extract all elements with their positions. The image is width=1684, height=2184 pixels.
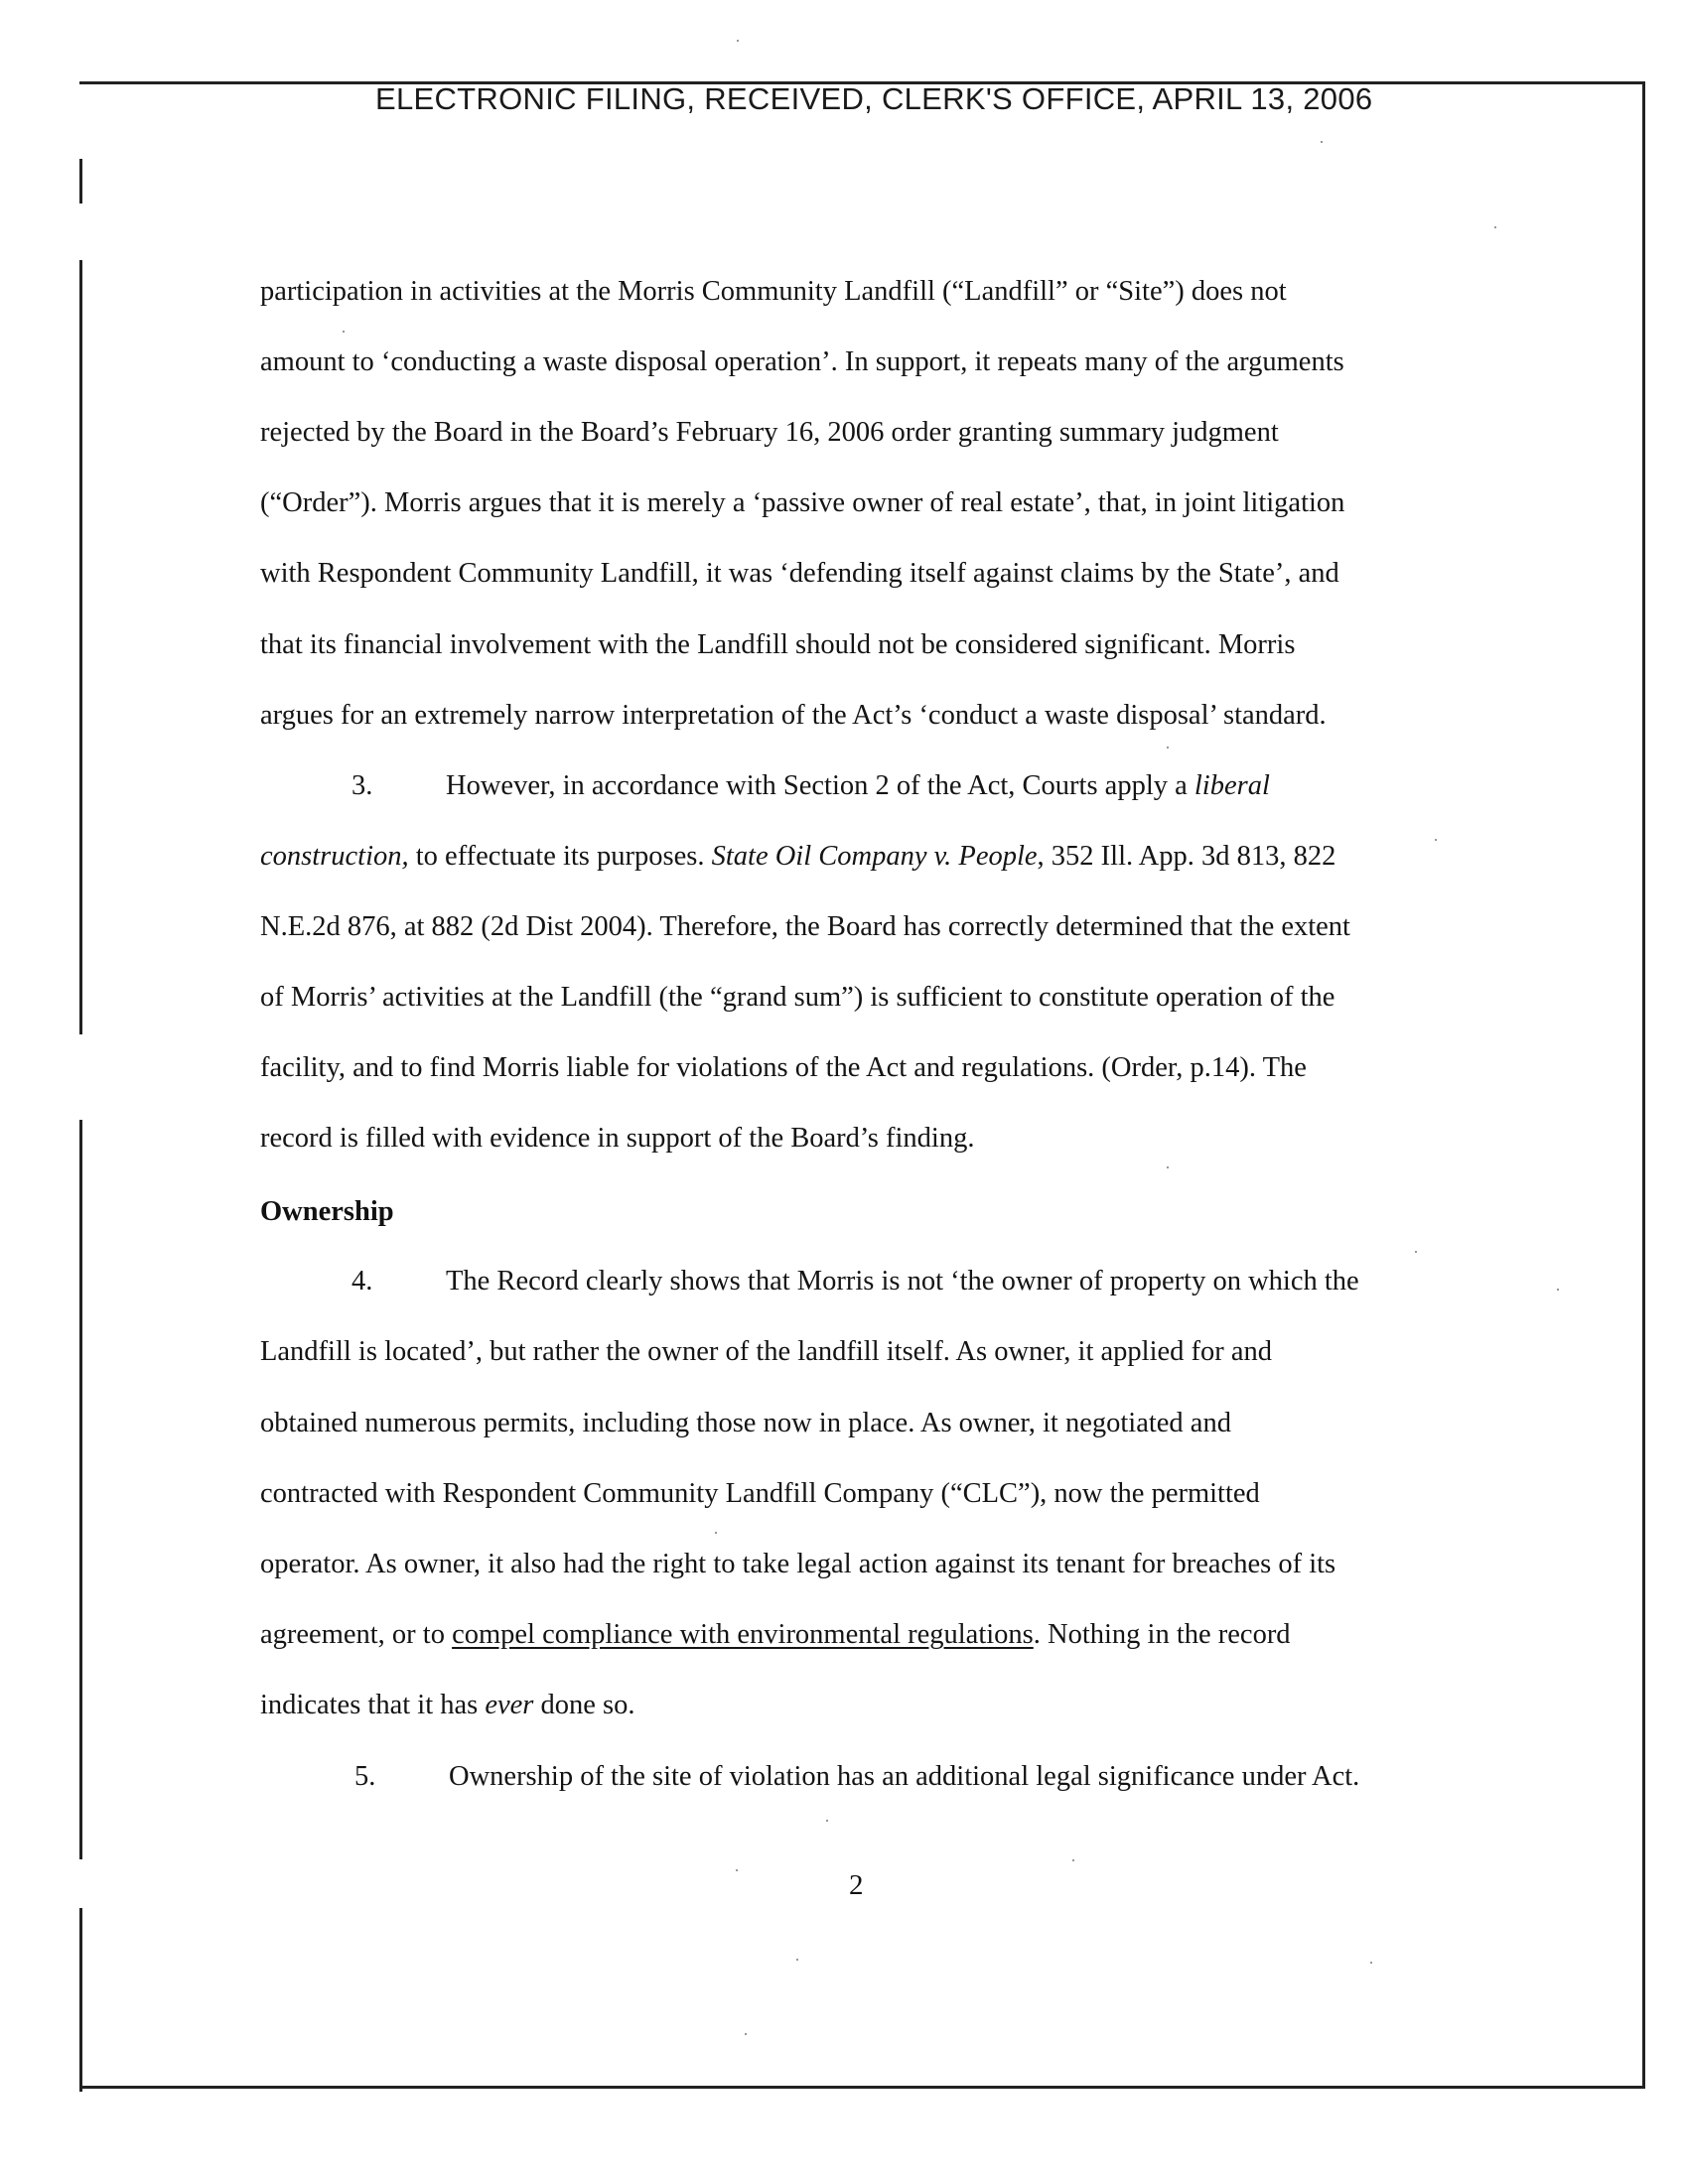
- scan-speck: [826, 1820, 828, 1822]
- italic-term: liberal: [1193, 770, 1270, 801]
- paragraph-text: However, in accordance with Section 2 of the Act, Courts apply a: [446, 770, 1194, 801]
- scan-speck: [737, 40, 739, 42]
- case-citation: State Oil Company v. People: [711, 841, 1038, 872]
- paragraph-text: . Nothing in the record: [1033, 1619, 1291, 1650]
- left-margin-rule: [79, 260, 82, 1034]
- scan-speck: [1167, 747, 1169, 749]
- paragraph-4-line: Landfill is located’, but rather the owner of the landfill itself. As owner, it applied for and: [260, 1336, 1273, 1367]
- scan-speck: [1072, 1859, 1074, 1861]
- body-text-line: with Respondent Community Landfill, it was ‘defending itself against claims by the State’, and: [260, 558, 1339, 589]
- paragraph-4-line: contracted with Respondent Community Landfill Company (“CLC”), now the permitted: [260, 1478, 1260, 1509]
- paragraph-3-line: of Morris’ activities at the Landfill (the “grand sum”) is sufficient to constitute operation of the: [260, 982, 1335, 1013]
- paragraph-text: done so.: [533, 1690, 635, 1720]
- paragraph-3-line: [260, 841, 1335, 873]
- left-margin-rule: [79, 1120, 82, 1859]
- scan-speck: [1494, 226, 1496, 228]
- paragraph-text: Ownership of the site of violation has an additional legal significance under Act.: [449, 1761, 1360, 1792]
- paragraph-3-line: N.E.2d 876, at 882 (2d Dist 2004). Therefore, the Board has correctly determined that the extent: [260, 911, 1350, 942]
- paragraph-5-line: [260, 1761, 1359, 1793]
- paragraph-4-line: operator. As owner, it also had the right to take legal action against its tenant for breaches of its: [260, 1549, 1336, 1579]
- paragraph-text: , 352 Ill. App. 3d 813, 822: [1037, 841, 1336, 872]
- scan-speck: [1435, 839, 1437, 841]
- scan-speck: [736, 1869, 738, 1871]
- paragraph-text: indicates that it has: [260, 1690, 486, 1720]
- scan-speck: [1415, 1251, 1417, 1253]
- body-text-line: that its financial involvement with the Landfill should not be considered significant. Morris: [260, 629, 1296, 660]
- paragraph-4-line: obtained numerous permits, including those now in place. As owner, it negotiated and: [260, 1408, 1231, 1438]
- paragraph-number: 4.: [351, 1266, 373, 1297]
- body-text-line: participation in activities at the Morris Community Landfill (“Landfill” or “Site”) does not: [260, 276, 1287, 307]
- left-margin-rule: [79, 1908, 82, 2092]
- scan-speck: [715, 1532, 717, 1534]
- scan-speck: [1321, 141, 1323, 143]
- paragraph-text: to effectuate its purposes.: [408, 841, 712, 872]
- paragraph-3-line: facility, and to find Morris liable for violations of the Act and regulations. (Order, p.14). The: [260, 1052, 1307, 1083]
- paragraph-3-line: [260, 770, 1270, 802]
- left-margin-rule: [79, 159, 82, 204]
- scan-speck: [343, 331, 345, 333]
- body-text-line: rejected by the Board in the Board’s February 16, 2006 order granting summary judgment: [260, 417, 1279, 448]
- body-text-line: argues for an extremely narrow interpretation of the Act’s ‘conduct a waste disposal’ standard.: [260, 700, 1327, 731]
- paragraph-4-line: [260, 1619, 1291, 1651]
- paragraph-text: The Record clearly shows that Morris is not ‘the owner of property on which the: [446, 1266, 1359, 1297]
- scan-speck: [1370, 1962, 1372, 1964]
- paragraph-4-line: [260, 1690, 635, 1721]
- scan-speck: [1557, 1289, 1559, 1291]
- scan-speck: [796, 1959, 798, 1961]
- scan-speck: [745, 2033, 747, 2035]
- italic-term: construction,: [260, 841, 409, 872]
- italic-term: ever: [485, 1690, 534, 1720]
- paragraph-text: agreement, or to: [260, 1619, 453, 1650]
- page-number: 2: [849, 1869, 864, 1901]
- paragraph-number: 3.: [351, 770, 373, 801]
- body-text-line: amount to ‘conducting a waste disposal operation’. In support, it repeats many of the arguments: [260, 346, 1344, 377]
- paragraph-number: 5.: [354, 1761, 376, 1792]
- paragraph-4-line: [260, 1266, 1359, 1297]
- filing-stamp-header: ELECTRONIC FILING, RECEIVED, CLERK'S OFFICE, APRIL 13, 2006: [375, 81, 1373, 116]
- underlined-phrase: compel compliance with environmental regulations: [452, 1619, 1034, 1650]
- paragraph-3-line: record is filled with evidence in support of the Board’s finding.: [260, 1123, 975, 1154]
- body-text-line: (“Order”). Morris argues that it is merely a ‘passive owner of real estate’, that, in joint litigation: [260, 487, 1345, 518]
- scan-speck: [1167, 1166, 1169, 1168]
- section-heading-ownership: Ownership: [260, 1196, 394, 1227]
